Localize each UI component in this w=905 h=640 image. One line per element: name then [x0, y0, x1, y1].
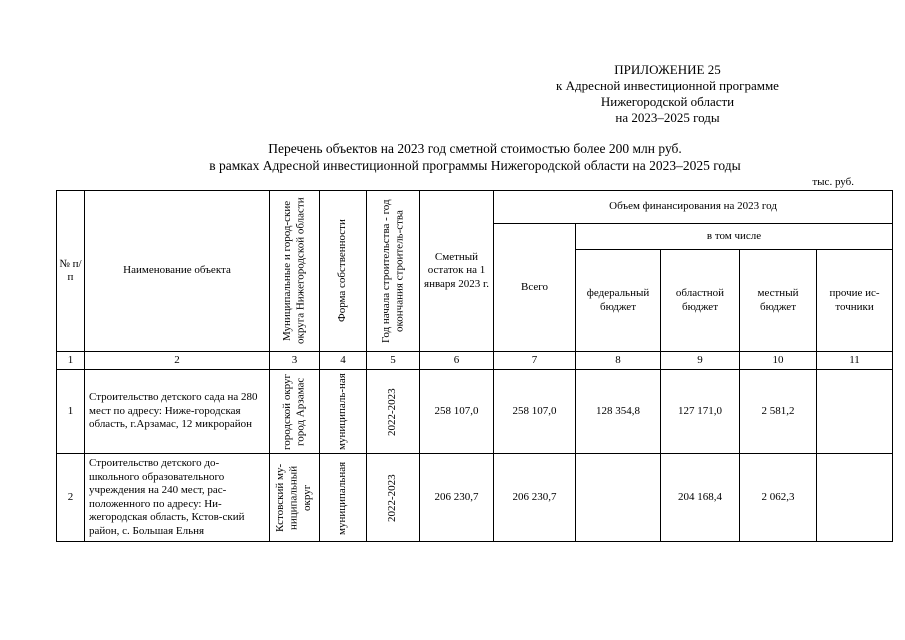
row-regional: 204 168,4	[661, 454, 740, 542]
title-line-2: в рамках Адресной инвестиционной программы Нижегородской области на 2023–2025 годы	[209, 158, 741, 173]
row-total: 206 230,7	[494, 454, 576, 542]
row-local: 2 062,3	[740, 454, 817, 542]
header-ownership	[320, 191, 367, 352]
row-federal	[576, 454, 661, 542]
column-number: 6	[420, 352, 494, 370]
row-object-name: Строительство детского до-школьного образовательного учреждения на 240 мест, рас-положенного по адресу: Ни-жегородская область, Кстов-ский район, с. Большая Ельня	[85, 454, 270, 542]
row-ownership-text: муниципальная	[336, 460, 349, 535]
column-number: 5	[367, 352, 420, 370]
row-years	[367, 454, 420, 542]
header-years	[367, 191, 420, 352]
header-municipality	[270, 191, 320, 352]
row-other	[817, 454, 893, 542]
row-municipality	[270, 454, 320, 542]
row-municipality-text: Кстовский му-ниципальный округ	[274, 463, 314, 532]
appendix-line-3: Нижегородской области	[600, 94, 735, 109]
header-federal: федеральный бюджет	[576, 250, 661, 352]
row-years	[367, 370, 420, 454]
column-number: 3	[270, 352, 320, 370]
appendix-line-4: на 2023–2025 годы	[615, 110, 720, 125]
row-num: 2	[57, 454, 85, 542]
header-years-text: Год начала строительства - год окончания строитель-ства	[379, 199, 405, 343]
column-number: 2	[85, 352, 270, 370]
header-estimate: Сметный остаток на 1 января 2023 г.	[420, 191, 494, 352]
header-regional: областной бюджет	[661, 250, 740, 352]
row-municipality	[270, 370, 320, 454]
row-total: 258 107,0	[494, 370, 576, 454]
row-other	[817, 370, 893, 454]
header-funding-group: Объем финансирования на 2023 год	[494, 191, 893, 224]
header-row	[57, 191, 893, 224]
appendix-header	[480, 62, 855, 126]
row-ownership	[320, 370, 367, 454]
row-ownership-text: муниципаль-ная	[336, 373, 349, 450]
row-regional: 127 171,0	[661, 370, 740, 454]
appendix-line-2: к Адресной инвестиционной программе	[556, 78, 779, 93]
table-row	[57, 454, 893, 542]
row-ownership	[320, 454, 367, 542]
column-number: 11	[817, 352, 893, 370]
appendix-line-1: ПРИЛОЖЕНИЕ 25	[614, 62, 721, 77]
row-num: 1	[57, 370, 85, 454]
table-row	[57, 370, 893, 454]
title-line-1: Перечень объектов на 2023 год сметной стоимостью более 200 млн руб.	[268, 141, 682, 156]
header-total: Всего	[494, 224, 576, 352]
row-years-text: 2022-2023	[386, 387, 399, 436]
header-municipality-text: Муниципальные и город-ские округа Нижегородской области	[281, 197, 307, 345]
header-including: в том числе	[576, 224, 893, 250]
row-municipality-text: городской округ город Арзамас	[281, 373, 307, 450]
row-estimate: 206 230,7	[420, 454, 494, 542]
column-number: 1	[57, 352, 85, 370]
row-object-name: Строительство детского сада на 280 мест по адресу: Ниже-городская область, г.Арзамас, 12 микрорайон	[85, 370, 270, 454]
header-name: Наименование объекта	[85, 191, 270, 352]
header-other: прочие ис-точники	[817, 250, 893, 352]
document-title	[60, 140, 890, 174]
header-num: № п/п	[57, 191, 85, 352]
row-years-text: 2022-2023	[386, 473, 399, 522]
row-federal: 128 354,8	[576, 370, 661, 454]
column-number: 7	[494, 352, 576, 370]
header-ownership-text: Форма собственности	[336, 219, 349, 323]
column-number-row	[57, 352, 893, 370]
header-local: местный бюджет	[740, 250, 817, 352]
column-number: 4	[320, 352, 367, 370]
column-number: 9	[661, 352, 740, 370]
units-label: тыс. руб.	[812, 176, 854, 188]
column-number: 8	[576, 352, 661, 370]
column-number: 10	[740, 352, 817, 370]
row-estimate: 258 107,0	[420, 370, 494, 454]
objects-table	[56, 190, 893, 542]
row-local: 2 581,2	[740, 370, 817, 454]
